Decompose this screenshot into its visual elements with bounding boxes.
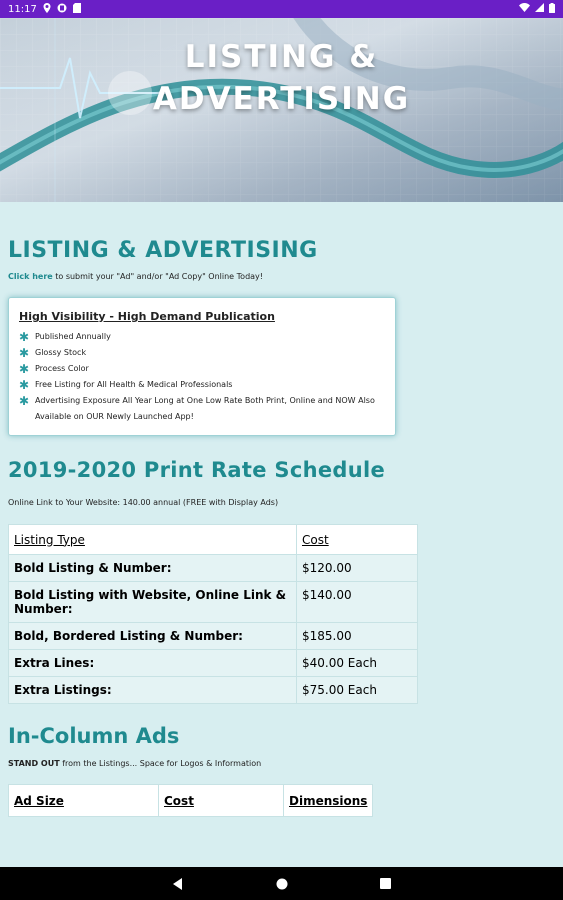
feature-text: Advertising Exposure All Year Long at One Low Rate Both Print, Online and NOW Also Available on OUR Newly Launched App! — [35, 396, 375, 421]
features-title: High Visibility - High Demand Publication — [19, 310, 275, 323]
hero-title — [0, 36, 563, 120]
table-header-row — [9, 525, 418, 555]
table-row — [9, 650, 418, 677]
feature-item — [19, 393, 385, 425]
features-box — [8, 297, 396, 436]
asterisk-icon: ✱ — [19, 346, 30, 360]
signal-icon — [535, 3, 544, 15]
online-link-note: Online Link to Your Website: 140.00 annual (FREE with Display Ads) — [8, 498, 279, 507]
feature-text: Glossy Stock — [35, 348, 87, 357]
hero-banner — [0, 18, 563, 202]
battery-icon — [549, 3, 555, 16]
wifi-icon — [519, 3, 530, 15]
hero-title-line-2: ADVERTISING — [152, 81, 411, 117]
rate-table — [8, 524, 418, 704]
stand-out-text — [8, 759, 555, 768]
asterisk-icon: ✱ — [19, 378, 30, 392]
feature-item — [19, 377, 385, 393]
feature-item — [19, 345, 385, 361]
column-header-listing-type: Listing Type — [9, 525, 297, 555]
feature-text: Free Listing for All Health & Medical Professionals — [35, 380, 233, 389]
asterisk-icon: ✱ — [19, 330, 30, 344]
listing-type-cell: Extra Listings: — [9, 677, 297, 704]
rate-schedule-title: 2019-2020 Print Rate Schedule — [8, 458, 385, 482]
recents-icon[interactable] — [374, 872, 398, 896]
feature-item — [19, 329, 385, 345]
app-icon — [57, 3, 67, 16]
submit-ad-link[interactable]: Click here — [8, 272, 53, 281]
feature-item — [19, 361, 385, 377]
listing-type-cell: Bold Listing with Website, Online Link & Number: — [9, 582, 297, 623]
intro-text-rest: to submit your "Ad" and/or "Ad Copy" Online Today! — [52, 272, 263, 281]
table-row — [9, 555, 418, 582]
in-column-ads-title: In-Column Ads — [8, 724, 180, 748]
home-icon[interactable] — [270, 872, 294, 896]
cost-cell: $120.00 — [297, 555, 418, 582]
asterisk-icon: ✱ — [19, 362, 30, 376]
back-icon[interactable] — [166, 872, 190, 896]
hero-title-line-1: LISTING & — [184, 39, 379, 75]
cost-cell: $185.00 — [297, 623, 418, 650]
sim-icon — [73, 3, 81, 16]
stand-out-rest: from the Listings... Space for Logos & Information — [59, 759, 262, 768]
column-header-dimensions: Dimensions — [284, 785, 373, 817]
in-column-ads-table — [8, 784, 373, 817]
feature-text: Process Color — [35, 364, 89, 373]
asterisk-icon: ✱ — [19, 394, 30, 408]
feature-text: Published Annually — [35, 332, 111, 341]
listing-type-cell: Extra Lines: — [9, 650, 297, 677]
table-row — [9, 582, 418, 623]
listing-type-cell: Bold Listing & Number: — [9, 555, 297, 582]
cost-cell: $75.00 Each — [297, 677, 418, 704]
table-row — [9, 677, 418, 704]
main-content[interactable] — [0, 202, 563, 867]
cost-cell: $140.00 — [297, 582, 418, 623]
column-header-ad-size: Ad Size — [9, 785, 159, 817]
status-bar — [0, 0, 563, 18]
listing-type-cell: Bold, Bordered Listing & Number: — [9, 623, 297, 650]
cost-cell: $40.00 Each — [297, 650, 418, 677]
status-time: 11:17 — [8, 3, 37, 15]
page-title: LISTING & ADVERTISING — [8, 238, 318, 263]
table-row — [9, 623, 418, 650]
navigation-bar — [0, 867, 563, 900]
location-icon — [43, 3, 51, 16]
table-header-row — [9, 785, 373, 817]
intro-text — [8, 272, 555, 281]
column-header-cost: Cost — [297, 525, 418, 555]
stand-out-bold: STAND OUT — [8, 759, 60, 768]
column-header-cost: Cost — [159, 785, 284, 817]
